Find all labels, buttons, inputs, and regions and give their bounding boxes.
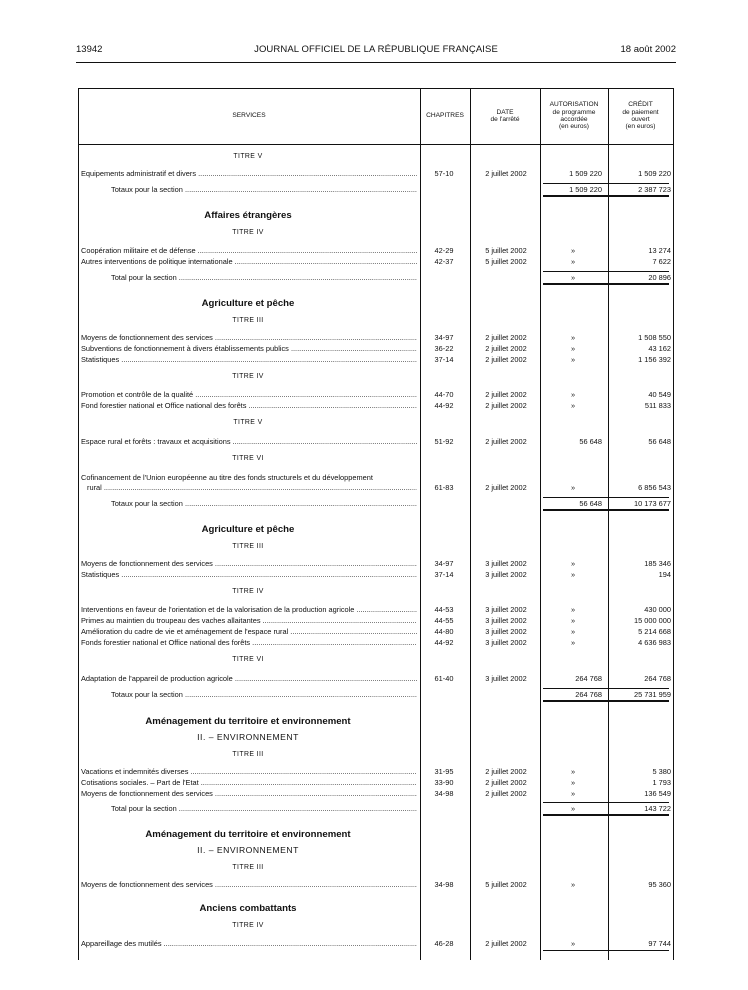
autorisation-value: » bbox=[570, 559, 576, 568]
table-row bbox=[78, 256, 674, 267]
autorisation-value: » bbox=[570, 570, 576, 579]
service-name: Appareillage des mutilés ..... bbox=[81, 938, 417, 949]
total-label: Total pour la section ..... bbox=[111, 803, 417, 814]
autorisation-value: » bbox=[570, 344, 576, 353]
arrete-date: 2 juillet 2002 bbox=[485, 169, 527, 178]
service-name: Adaptation de l'appareil de production agricole ..... bbox=[81, 673, 417, 684]
chapitre: 42-29 bbox=[434, 246, 454, 255]
autorisation-value: » bbox=[570, 616, 576, 625]
arrete-date: 2 juillet 2002 bbox=[485, 437, 527, 446]
titre-heading: TITRE IV bbox=[232, 922, 264, 929]
autorisation-value: » bbox=[570, 767, 576, 776]
autorisation-value: » bbox=[570, 257, 576, 266]
credit-value: 1 509 220 bbox=[638, 169, 671, 178]
total-label: Totaux pour la section ..... bbox=[111, 689, 417, 700]
column-divider bbox=[470, 88, 471, 960]
autorisation-value: » bbox=[570, 483, 576, 492]
service-name: Coopération militaire et de défense ..... bbox=[81, 245, 417, 256]
table-row bbox=[78, 777, 674, 788]
total-credit: 2 387 723 bbox=[638, 185, 671, 194]
total-row bbox=[78, 498, 674, 509]
table-row bbox=[78, 354, 674, 365]
arrete-date: 5 juillet 2002 bbox=[485, 257, 527, 266]
arrete-date: 2 juillet 2002 bbox=[485, 789, 527, 798]
total-row bbox=[78, 803, 674, 814]
section-heading: Aménagement du territoire et environnement bbox=[145, 716, 351, 727]
titre-heading: TITRE III bbox=[232, 751, 264, 758]
service-name: rural ..... bbox=[87, 482, 417, 493]
table-row bbox=[78, 436, 674, 447]
credit-value: 40 549 bbox=[648, 390, 671, 399]
total-credit: 20 896 bbox=[648, 273, 671, 282]
total-credit: 25 731 959 bbox=[634, 690, 671, 699]
chapitre: 44-53 bbox=[434, 605, 454, 614]
subsection-heading: II. – ENVIRONNEMENT bbox=[197, 732, 299, 742]
chapitre: 44-70 bbox=[434, 390, 454, 399]
service-name: Moyens de fonctionnement des services ..... bbox=[81, 332, 417, 343]
chapitre: 44-80 bbox=[434, 627, 454, 636]
total-label: Total pour la section ..... bbox=[111, 272, 417, 283]
arrete-date: 2 juillet 2002 bbox=[485, 939, 527, 948]
titre-heading: TITRE III bbox=[232, 864, 264, 871]
autorisation-value: » bbox=[570, 355, 576, 364]
total-row bbox=[78, 272, 674, 283]
autorisation-value: » bbox=[570, 605, 576, 614]
table-row bbox=[78, 637, 674, 648]
service-name: Interventions en faveur de l'orientation et de la valorisation de la production agricole ..... bbox=[81, 604, 417, 615]
service-name: Espace rural et forêts : travaux et acquisitions ..... bbox=[81, 436, 417, 447]
arrete-date: 3 juillet 2002 bbox=[485, 605, 527, 614]
autorisation-value: » bbox=[570, 939, 576, 948]
chapitre: 57-10 bbox=[434, 169, 454, 178]
arrete-date: 5 juillet 2002 bbox=[485, 880, 527, 889]
chapitre: 36-22 bbox=[434, 344, 454, 353]
autorisation-value: » bbox=[570, 638, 576, 647]
titre-heading: TITRE IV bbox=[232, 588, 264, 595]
total-autorisation: 1 509 220 bbox=[569, 185, 602, 194]
titre-heading: TITRE IV bbox=[232, 373, 264, 380]
table-row bbox=[78, 389, 674, 400]
arrete-date: 3 juillet 2002 bbox=[485, 627, 527, 636]
service-name: Cotisations sociales. – Part de l'Etat ..... bbox=[81, 777, 417, 788]
autorisation-value: » bbox=[570, 333, 576, 342]
autorisation-value: 1 509 220 bbox=[569, 169, 602, 178]
total-row bbox=[78, 689, 674, 700]
header-autorisation: AUTORISATION de programme accordée (en euros) bbox=[549, 101, 599, 131]
titre-heading: TITRE V bbox=[233, 153, 263, 160]
table-row bbox=[78, 626, 674, 637]
section-heading: Agriculture et pêche bbox=[201, 298, 295, 309]
section-heading: Anciens combattants bbox=[199, 903, 297, 914]
chapitre: 42-37 bbox=[434, 257, 454, 266]
credit-value: 5 214 668 bbox=[638, 627, 671, 636]
credit-value: 97 744 bbox=[648, 939, 671, 948]
credit-value: 430 000 bbox=[644, 605, 671, 614]
journal-title: JOURNAL OFFICIEL DE LA RÉPUBLIQUE FRANÇAISE bbox=[254, 44, 498, 55]
table-row bbox=[78, 938, 674, 949]
credit-value: 7 622 bbox=[652, 257, 671, 266]
total-autorisation: 264 768 bbox=[575, 690, 602, 699]
credit-value: 136 549 bbox=[644, 789, 671, 798]
service-name: Vacations et indemnités diverses ..... bbox=[81, 766, 417, 777]
autorisation-value: 264 768 bbox=[575, 674, 602, 683]
table-row bbox=[78, 473, 674, 493]
arrete-date: 3 juillet 2002 bbox=[485, 559, 527, 568]
credit-value: 264 768 bbox=[644, 674, 671, 683]
chapitre: 61-40 bbox=[434, 674, 454, 683]
table-right-border bbox=[673, 88, 674, 960]
header-date: DATE de l'arrêté bbox=[490, 108, 520, 123]
service-name: Autres interventions de politique internationale ..... bbox=[81, 256, 417, 267]
autorisation-value: » bbox=[570, 627, 576, 636]
autorisation-value: » bbox=[570, 246, 576, 255]
arrete-date: 3 juillet 2002 bbox=[485, 638, 527, 647]
service-name: Statistiques ..... bbox=[81, 569, 417, 580]
final-rule bbox=[540, 950, 674, 962]
total-credit: 143 722 bbox=[644, 804, 671, 813]
service-name: Subventions de fonctionnement à divers établissements publics ..... bbox=[81, 343, 417, 354]
section-heading: Affaires étrangères bbox=[204, 210, 292, 221]
table-row bbox=[78, 569, 674, 580]
chapitre: 34-97 bbox=[434, 559, 454, 568]
credits-table bbox=[78, 88, 674, 960]
arrete-date: 5 juillet 2002 bbox=[485, 246, 527, 255]
credit-value: 1 156 392 bbox=[638, 355, 671, 364]
chapitre: 33-90 bbox=[434, 778, 454, 787]
arrete-date: 2 juillet 2002 bbox=[485, 483, 527, 492]
header-services: SERVICES bbox=[232, 112, 266, 120]
service-name: Moyens de fonctionnement des services ..... bbox=[81, 879, 417, 890]
table-row bbox=[78, 788, 674, 799]
chapitre: 37-14 bbox=[434, 570, 454, 579]
chapitre: 61-83 bbox=[434, 483, 454, 492]
credit-value: 43 162 bbox=[648, 344, 671, 353]
header-chapitres: CHAPITRES bbox=[426, 112, 464, 120]
titre-heading: TITRE VI bbox=[232, 656, 264, 663]
chapitre: 37-14 bbox=[434, 355, 454, 364]
service-name: Equipements administratif et divers ..... bbox=[81, 168, 417, 179]
credit-value: 1 508 550 bbox=[638, 333, 671, 342]
autorisation-value: 56 648 bbox=[579, 437, 602, 446]
chapitre: 51-92 bbox=[434, 437, 454, 446]
credit-value: 13 274 bbox=[648, 246, 671, 255]
service-name: Fond forestier national et Office national des forêts ..... bbox=[81, 400, 417, 411]
table-row bbox=[78, 558, 674, 569]
credit-value: 5 380 bbox=[652, 767, 671, 776]
arrete-date: 3 juillet 2002 bbox=[485, 570, 527, 579]
arrete-date: 2 juillet 2002 bbox=[485, 401, 527, 410]
total-label: Totaux pour la section ..... bbox=[111, 498, 417, 509]
arrete-date: 2 juillet 2002 bbox=[485, 355, 527, 364]
chapitre: 31-95 bbox=[434, 767, 454, 776]
credit-value: 194 bbox=[658, 570, 671, 579]
autorisation-value: » bbox=[570, 778, 576, 787]
chapitre: 44-92 bbox=[434, 401, 454, 410]
section-heading: Agriculture et pêche bbox=[201, 524, 295, 535]
chapitre: 46-28 bbox=[434, 939, 454, 948]
service-name: Primes au maintien du troupeau des vaches allaitantes ..... bbox=[81, 615, 417, 626]
chapitre: 34-98 bbox=[434, 789, 454, 798]
header-credit: CRÉDIT de paiement ouvert (en euros) bbox=[622, 101, 659, 131]
subsection-heading: II. – ENVIRONNEMENT bbox=[197, 845, 299, 855]
credit-value: 185 346 bbox=[644, 559, 671, 568]
service-name: Statistiques ..... bbox=[81, 354, 417, 365]
titre-heading: TITRE III bbox=[232, 317, 264, 324]
service-line1: Cofinancement de l'Union européenne au titre des fonds structurels et du développement bbox=[81, 473, 373, 482]
titre-heading: TITRE IV bbox=[232, 229, 264, 236]
chapitre: 34-98 bbox=[434, 880, 454, 889]
titre-heading: TITRE V bbox=[233, 419, 263, 426]
table-row bbox=[78, 615, 674, 626]
table-row bbox=[78, 245, 674, 256]
credit-value: 4 636 983 bbox=[638, 638, 671, 647]
table-row bbox=[78, 879, 674, 890]
column-divider bbox=[608, 88, 609, 960]
total-label: Totaux pour la section ..... bbox=[111, 184, 417, 195]
credit-value: 6 856 543 bbox=[638, 483, 671, 492]
credit-value: 511 833 bbox=[644, 401, 671, 410]
table-row bbox=[78, 766, 674, 777]
table-row bbox=[78, 400, 674, 411]
arrete-date: 2 juillet 2002 bbox=[485, 333, 527, 342]
chapitre: 34-97 bbox=[434, 333, 454, 342]
table-row bbox=[78, 673, 674, 684]
section-heading: Aménagement du territoire et environnement bbox=[145, 829, 351, 840]
autorisation-value: » bbox=[570, 880, 576, 889]
page-header bbox=[76, 44, 676, 58]
table-row bbox=[78, 332, 674, 343]
arrete-date: 3 juillet 2002 bbox=[485, 674, 527, 683]
chapitre: 44-92 bbox=[434, 638, 454, 647]
table-row bbox=[78, 343, 674, 354]
autorisation-value: » bbox=[570, 401, 576, 410]
credit-value: 95 360 bbox=[648, 880, 671, 889]
credit-value: 1 793 bbox=[652, 778, 671, 787]
service-name: Promotion et contrôle de la qualité ..... bbox=[81, 389, 417, 400]
total-autorisation: 56 648 bbox=[579, 499, 602, 508]
column-divider bbox=[420, 88, 421, 960]
table-row bbox=[78, 168, 674, 179]
credit-value: 56 648 bbox=[648, 437, 671, 446]
total-autorisation: » bbox=[570, 273, 576, 282]
arrete-date: 2 juillet 2002 bbox=[485, 778, 527, 787]
arrete-date: 2 juillet 2002 bbox=[485, 390, 527, 399]
total-autorisation: » bbox=[570, 804, 576, 813]
header-rule bbox=[76, 62, 676, 63]
arrete-date: 2 juillet 2002 bbox=[485, 767, 527, 776]
titre-heading: TITRE VI bbox=[232, 455, 264, 462]
titre-heading: TITRE III bbox=[232, 543, 264, 550]
service-name: Fonds forestier national et Office national des forêts ..... bbox=[81, 637, 417, 648]
service-name: Moyens de fonctionnement des services ..... bbox=[81, 558, 417, 569]
autorisation-value: » bbox=[570, 789, 576, 798]
arrete-date: 2 juillet 2002 bbox=[485, 344, 527, 353]
service-name: Amélioration du cadre de vie et aménagement de l'espace rural ..... bbox=[81, 626, 417, 637]
column-divider bbox=[540, 88, 541, 960]
credit-value: 15 000 000 bbox=[634, 616, 671, 625]
page-number: 13942 bbox=[76, 44, 103, 55]
chapitre: 44-55 bbox=[434, 616, 454, 625]
issue-date: 18 août 2002 bbox=[620, 44, 676, 55]
total-row bbox=[78, 184, 674, 195]
service-name: Moyens de fonctionnement des services ..... bbox=[81, 788, 417, 799]
arrete-date: 3 juillet 2002 bbox=[485, 616, 527, 625]
autorisation-value: » bbox=[570, 390, 576, 399]
table-row bbox=[78, 604, 674, 615]
total-credit: 10 173 677 bbox=[634, 499, 671, 508]
header-bottom-rule bbox=[78, 144, 674, 145]
